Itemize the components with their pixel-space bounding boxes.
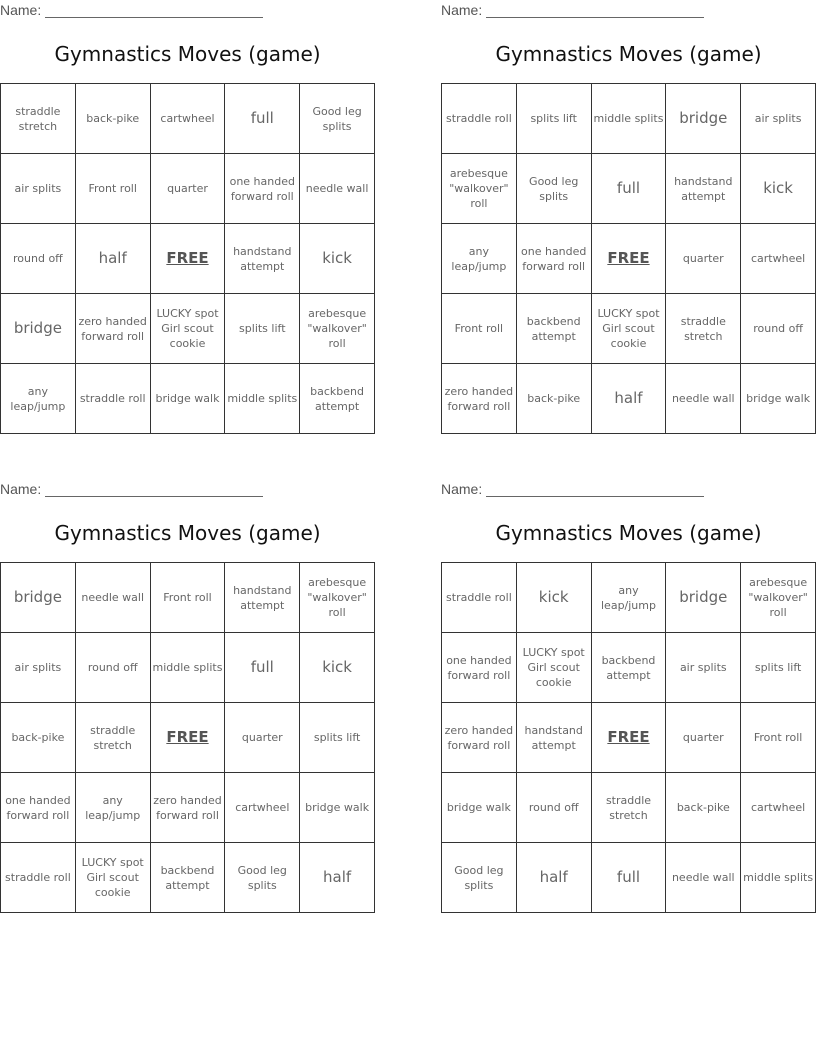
name-underline — [486, 17, 704, 18]
bingo-cell: kick — [516, 563, 591, 633]
bingo-cell: air splits — [666, 633, 741, 703]
bingo-cell: arebesque "walkover" roll — [741, 563, 816, 633]
free-space-cell: FREE — [150, 703, 225, 773]
bingo-cell: one handed forward roll — [516, 224, 591, 294]
bingo-cell: Front roll — [442, 294, 517, 364]
bingo-cell: half — [516, 843, 591, 913]
grid-row — [1, 843, 375, 913]
bingo-cell: zero handed forward roll — [75, 294, 150, 364]
bingo-cell: kick — [300, 633, 375, 703]
bingo-cell: handstand attempt — [516, 703, 591, 773]
grid-row — [442, 84, 816, 154]
grid-row — [1, 773, 375, 843]
bingo-cell: middle splits — [225, 364, 300, 434]
bingo-cell: bridge walk — [150, 364, 225, 434]
bingo-cell: any leap/jump — [75, 773, 150, 843]
bingo-cell: quarter — [666, 224, 741, 294]
bingo-cell: arebesque "walkover" roll — [300, 294, 375, 364]
bingo-cell: full — [591, 843, 666, 913]
bingo-cell: straddle stretch — [666, 294, 741, 364]
bingo-cell: full — [225, 633, 300, 703]
bingo-cell: one handed forward roll — [225, 154, 300, 224]
bingo-cell: straddle stretch — [75, 703, 150, 773]
bingo-cell: straddle roll — [1, 843, 76, 913]
bingo-cell: full — [591, 154, 666, 224]
bingo-cell: straddle roll — [442, 563, 517, 633]
bingo-cell: needle wall — [75, 563, 150, 633]
bingo-cell: handstand attempt — [225, 224, 300, 294]
bingo-cell: backbend attempt — [516, 294, 591, 364]
bingo-cell: Good leg splits — [516, 154, 591, 224]
bingo-cell: straddle stretch — [591, 773, 666, 843]
bingo-cell: bridge walk — [741, 364, 816, 434]
bingo-cell: full — [225, 84, 300, 154]
bingo-cell: back-pike — [75, 84, 150, 154]
bingo-cell: backbend attempt — [300, 364, 375, 434]
bingo-cell: quarter — [666, 703, 741, 773]
bingo-cell: half — [75, 224, 150, 294]
name-label: Name: — [0, 481, 42, 497]
name-field — [441, 481, 711, 497]
card-title: Gymnastics Moves (game) — [54, 42, 321, 66]
bingo-cell: any leap/jump — [591, 563, 666, 633]
bingo-cell: LUCKY spot Girl scout cookie — [150, 294, 225, 364]
bingo-cell: needle wall — [666, 843, 741, 913]
grid-row — [442, 294, 816, 364]
grid-row — [442, 633, 816, 703]
bingo-cell: Good leg splits — [300, 84, 375, 154]
bingo-cell: Front roll — [75, 154, 150, 224]
free-space-cell: FREE — [591, 224, 666, 294]
bingo-cell: straddle roll — [442, 84, 517, 154]
card-title: Gymnastics Moves (game) — [495, 521, 762, 545]
bingo-cell: needle wall — [300, 154, 375, 224]
bingo-cell: LUCKY spot Girl scout cookie — [75, 843, 150, 913]
bingo-cell: splits lift — [225, 294, 300, 364]
bingo-cell: back-pike — [666, 773, 741, 843]
bingo-cell: LUCKY spot Girl scout cookie — [516, 633, 591, 703]
bingo-cell: bridge walk — [442, 773, 517, 843]
name-field — [441, 2, 711, 18]
bingo-grid — [441, 562, 816, 913]
grid-row — [442, 364, 816, 434]
bingo-cell: one handed forward roll — [1, 773, 76, 843]
bingo-cell: backbend attempt — [591, 633, 666, 703]
free-space-cell: FREE — [150, 224, 225, 294]
free-space-cell: FREE — [591, 703, 666, 773]
grid-row — [442, 563, 816, 633]
bingo-cell: round off — [516, 773, 591, 843]
grid-row — [1, 563, 375, 633]
bingo-cell: one handed forward roll — [442, 633, 517, 703]
bingo-cell: middle splits — [741, 843, 816, 913]
bingo-cell: Front roll — [150, 563, 225, 633]
bingo-grid — [0, 83, 375, 434]
name-field — [0, 2, 270, 18]
bingo-cell: arebesque "walkover" roll — [442, 154, 517, 224]
bingo-cell: handstand attempt — [225, 563, 300, 633]
bingo-cell: splits lift — [300, 703, 375, 773]
bingo-grid — [441, 83, 816, 434]
bingo-cell: Good leg splits — [225, 843, 300, 913]
grid-row — [1, 154, 375, 224]
bingo-cell: round off — [1, 224, 76, 294]
bingo-cell: back-pike — [1, 703, 76, 773]
grid-row — [442, 773, 816, 843]
bingo-grid — [0, 562, 375, 913]
name-field — [0, 481, 270, 497]
grid-row — [442, 843, 816, 913]
bingo-cell: splits lift — [741, 633, 816, 703]
name-label: Name: — [0, 2, 42, 18]
grid-row — [1, 294, 375, 364]
grid-row — [1, 364, 375, 434]
name-label: Name: — [441, 2, 483, 18]
bingo-cell: Good leg splits — [442, 843, 517, 913]
bingo-cell: any leap/jump — [1, 364, 76, 434]
bingo-cell: bridge — [666, 563, 741, 633]
card-title: Gymnastics Moves (game) — [495, 42, 762, 66]
bingo-cell: cartwheel — [225, 773, 300, 843]
bingo-cell: cartwheel — [741, 773, 816, 843]
bingo-cell: any leap/jump — [442, 224, 517, 294]
name-underline — [486, 496, 704, 497]
name-label: Name: — [441, 481, 483, 497]
bingo-cell: straddle roll — [75, 364, 150, 434]
bingo-cell: LUCKY spot Girl scout cookie — [591, 294, 666, 364]
bingo-cell: zero handed forward roll — [442, 364, 517, 434]
bingo-cell: quarter — [225, 703, 300, 773]
bingo-cell: bridge — [1, 294, 76, 364]
grid-row — [442, 703, 816, 773]
bingo-cell: straddle stretch — [1, 84, 76, 154]
bingo-cell: air splits — [741, 84, 816, 154]
bingo-cell: backbend attempt — [150, 843, 225, 913]
bingo-cell: zero handed forward roll — [442, 703, 517, 773]
bingo-cell: air splits — [1, 633, 76, 703]
bingo-cell: bridge walk — [300, 773, 375, 843]
bingo-cell: zero handed forward roll — [150, 773, 225, 843]
bingo-cell: splits lift — [516, 84, 591, 154]
bingo-cell: needle wall — [666, 364, 741, 434]
grid-row — [442, 154, 816, 224]
bingo-cell: half — [300, 843, 375, 913]
bingo-cell: kick — [300, 224, 375, 294]
bingo-cell: handstand attempt — [666, 154, 741, 224]
bingo-cell: round off — [741, 294, 816, 364]
bingo-cell: quarter — [150, 154, 225, 224]
bingo-cell: cartwheel — [150, 84, 225, 154]
name-underline — [45, 496, 263, 497]
bingo-cell: arebesque "walkover" roll — [300, 563, 375, 633]
card-title: Gymnastics Moves (game) — [54, 521, 321, 545]
grid-row — [1, 84, 375, 154]
bingo-cell: back-pike — [516, 364, 591, 434]
bingo-cell: cartwheel — [741, 224, 816, 294]
bingo-cell: round off — [75, 633, 150, 703]
bingo-cell: middle splits — [591, 84, 666, 154]
bingo-cell: Front roll — [741, 703, 816, 773]
bingo-cell: bridge — [666, 84, 741, 154]
bingo-cell: bridge — [1, 563, 76, 633]
grid-row — [1, 224, 375, 294]
name-underline — [45, 17, 263, 18]
bingo-cell: middle splits — [150, 633, 225, 703]
bingo-cell: air splits — [1, 154, 76, 224]
grid-row — [442, 224, 816, 294]
bingo-cell: half — [591, 364, 666, 434]
grid-row — [1, 703, 375, 773]
grid-row — [1, 633, 375, 703]
bingo-cell: kick — [741, 154, 816, 224]
